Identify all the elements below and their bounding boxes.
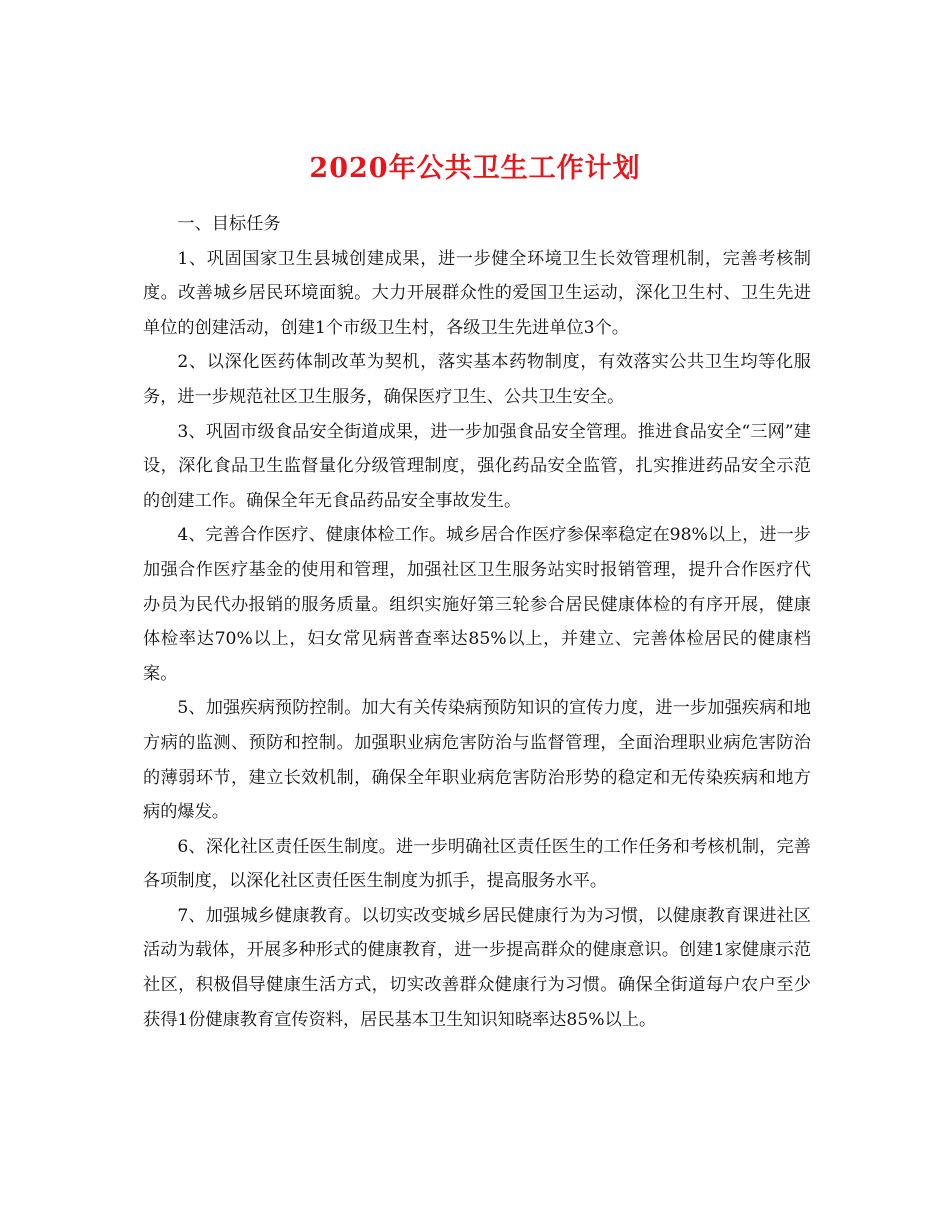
paragraph-2: 2、以深化医药体制改革为契机，落实基本药物制度，有效落实公共卫生均等化服务，进一步规范社区卫生服务，确保医疗卫生、公共卫生安全。 [143, 352, 811, 407]
paragraph-5: 5、加强疾病预防控制。加大有关传染病预防知识的宣传力度，进一步加强疾病和地方病的监测、预防和控制。加强职业病危害防治与监督管理，全面治理职业病危害防治的薄弱环节，建立长效机制，确保全年职业病危害防治形势的稳定和无传染疾病和地方病的爆发。 [143, 698, 811, 823]
paragraph-4: 4、完善合作医疗、健康体检工作。城乡居合作医疗参保率稳定在98%以上，进一步加强合作医疗基金的使用和管理，加强社区卫生服务站实时报销管理，提升合作医疗代办员为民代办报销的服务质量。组织实施好第三轮参合居民健康体检的有序开展，健康体检率达70%以上，妇女常见病普查率达85%以上，并建立、完善体检居民的健康档案。 [143, 525, 811, 684]
paragraph-6: 6、深化社区责任医生制度。进一步明确社区责任医生的工作任务和考核机制，完善各项制度，以深化社区责任医生制度为抓手，提高服务水平。 [143, 836, 811, 892]
document-title: 2020年公共卫生工作计划 [309, 153, 641, 185]
paragraph-1: 1、巩固国家卫生县城创建成果，进一步健全环境卫生长效管理机制，完善考核制度。改善城乡居民环境面貌。大力开展群众性的爱国卫生运动，深化卫生村、卫生先进单位的创建活动，创建1个市级卫生村，各级卫生先进单位3个。 [143, 248, 811, 338]
paragraph-7: 7、加强城乡健康教育。以切实改变城乡居民健康行为为习惯，以健康教育课进社区活动为载体，开展多种形式的健康教育，进一步提高群众的健康意识。创建1家健康示范社区，积极倡导健康生活方式，切实改善群众健康行为习惯。确保全街道每户农户至少获得1份健康教育宣传资料，居民基本卫生知识知晓率达85%以上。 [143, 905, 811, 1030]
document-body [143, 207, 811, 1037]
section-heading: 一、目标任务 [177, 214, 281, 234]
paragraph-3: 3、巩固市级食品安全街道成果，进一步加强食品安全管理。推进食品安全“三网”建设，深化食品卫生监督量化分级管理制度，强化药品安全监管，扎实推进药品安全示范的创建工作。确保全年无食品药品安全事故发生。 [143, 421, 811, 511]
